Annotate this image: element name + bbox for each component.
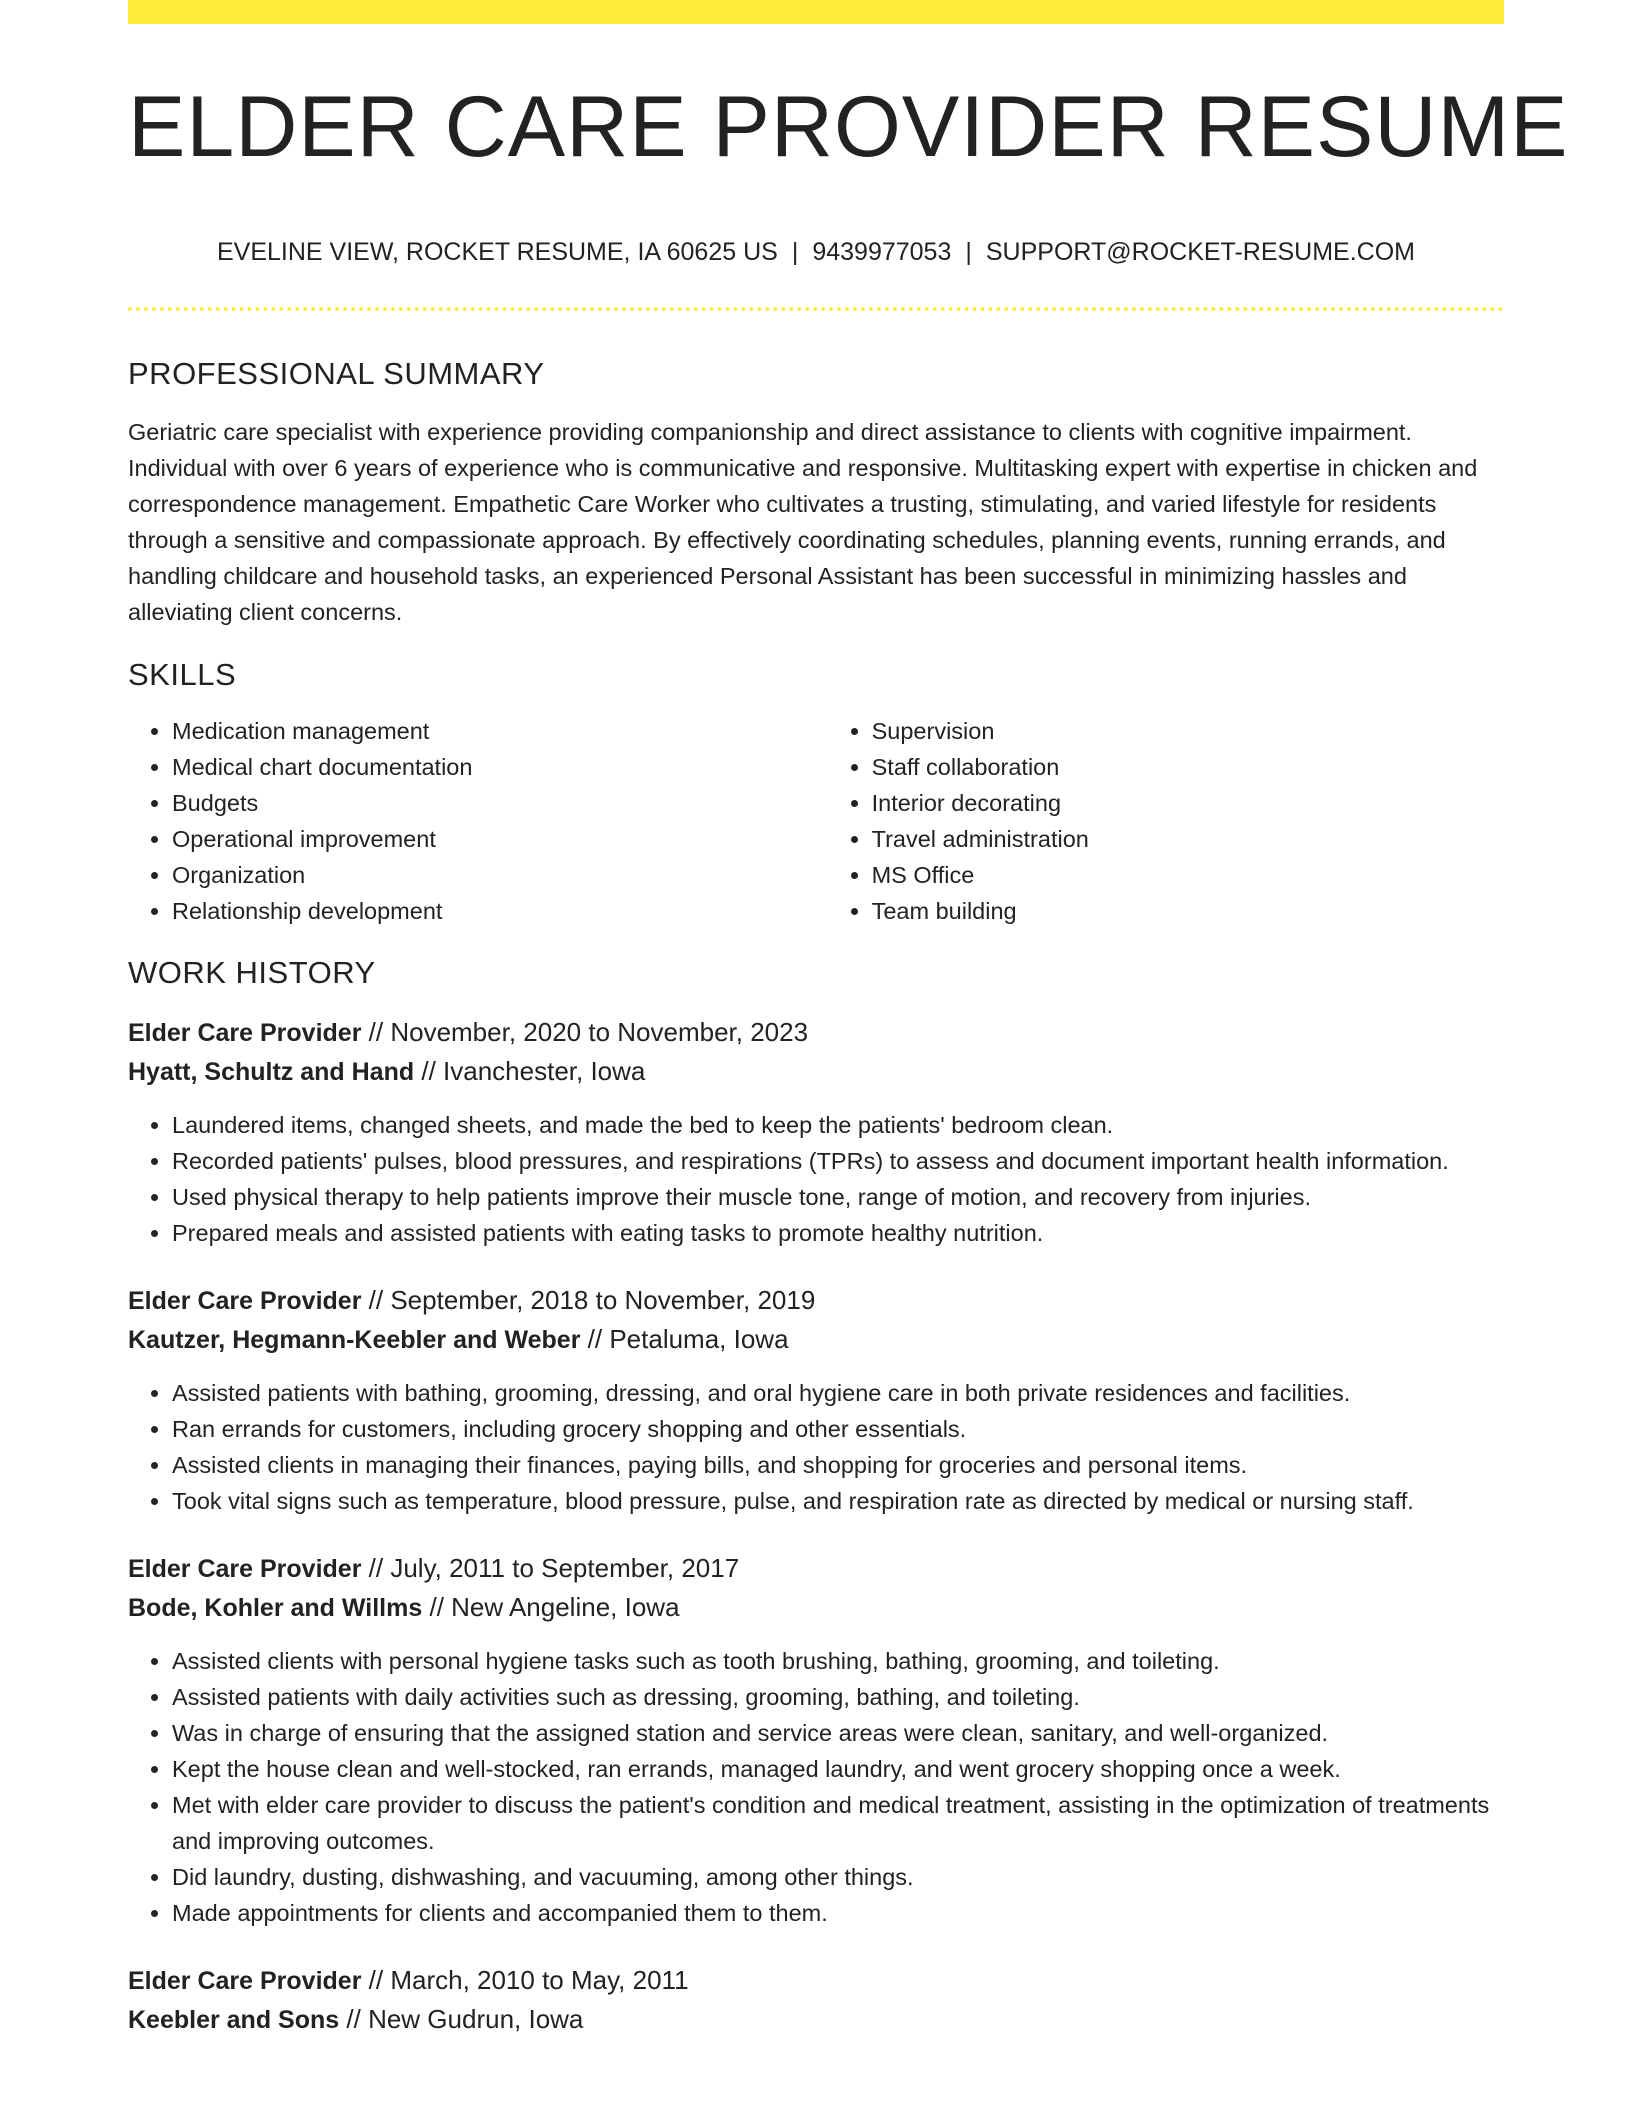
- resume-content: [128, 354, 1504, 2039]
- job-company-line: [128, 1588, 1504, 1627]
- job-bullet: • Assisted clients with personal hygiene tasks such as tooth brushing, bathing, grooming, and toileting.: [172, 1643, 1504, 1679]
- job-company-line: [128, 2000, 1504, 2039]
- job-entry: [128, 1961, 1504, 2039]
- skills-column-left: [128, 713, 828, 929]
- job-title: Elder Care Provider: [128, 1967, 362, 1995]
- skills-heading: SKILLS: [128, 657, 237, 692]
- contact-separator: |: [965, 238, 972, 266]
- job-entry: [128, 1013, 1504, 1251]
- summary-heading: PROFESSIONAL SUMMARY: [128, 356, 545, 391]
- job-bullet: • Used physical therapy to help patients improve their muscle tone, range of motion, and recovery from injuries.: [172, 1179, 1504, 1215]
- job-company-line: [128, 1320, 1504, 1359]
- skill-item: • Organization: [172, 857, 828, 893]
- contact-separator: |: [791, 238, 799, 266]
- skills-list: [128, 713, 1504, 929]
- job-bullet: • Assisted patients with daily activities such as dressing, grooming, bathing, and toileting.: [172, 1679, 1504, 1715]
- job-company: Hyatt, Schultz and Hand: [128, 1058, 415, 1086]
- job-title: Elder Care Provider: [128, 1019, 362, 1047]
- job-bullet: • Did laundry, dusting, dishwashing, and vacuuming, among other things.: [172, 1859, 1504, 1895]
- job-dates: // July, 2011 to September, 2017: [361, 1553, 740, 1583]
- job-bullet: • Recorded patients' pulses, blood pressures, and respirations (TPRs) to assess and document important health information.: [172, 1143, 1504, 1179]
- job-bullet: • Met with elder care provider to discuss the patient's condition and medical treatment, assisting in the optimization of treatments and improving outcomes.: [172, 1787, 1504, 1859]
- job-location: // New Gudrun, Iowa: [339, 2004, 584, 2034]
- address: EVELINE VIEW, ROCKET RESUME, IA 60625 US: [216, 238, 778, 266]
- summary-text: Geriatric care specialist with experience providing companionship and direct assistance to clients with cognitive impairment. Individual with over 6 years of experience who is communicative and responsive. Multitasking expert with expertise in chicken and correspondence management. Empathetic Care Worker who cultivates a trusting, stimulating, and varied lifestyle for residents through a sensitive and compassionate approach. By effectively coordinating schedules, planning events, running errands, and handling childcare and household tasks, an experienced Personal Assistant has been successful in minimizing hassles and alleviating client concerns.: [128, 419, 1478, 625]
- skill-item: • Relationship development: [172, 893, 828, 929]
- skill-item: • MS Office: [872, 857, 1504, 893]
- skill-item: • Interior decorating: [872, 785, 1504, 821]
- job-bullets: [128, 1107, 1504, 1251]
- job-bullet: • Was in charge of ensuring that the assigned station and service areas were clean, sanitary, and well-organized.: [172, 1715, 1504, 1751]
- job-company: Keebler and Sons: [128, 2006, 340, 2034]
- job-entry: [128, 1281, 1504, 1519]
- job-dates: // March, 2010 to May, 2011: [361, 1965, 689, 1995]
- job-bullets: [128, 1375, 1504, 1519]
- accent-bar: [128, 0, 1504, 24]
- skill-item: • Team building: [872, 893, 1504, 929]
- job-dates: // November, 2020 to November, 2023: [361, 1017, 809, 1047]
- job-entry: [128, 1549, 1504, 1931]
- job-bullet: • Assisted clients in managing their finances, paying bills, and shopping for groceries and personal items.: [172, 1447, 1504, 1483]
- job-location: // Petaluma, Iowa: [580, 1324, 789, 1354]
- email: SUPPORT@ROCKET-RESUME.COM: [985, 238, 1416, 266]
- skill-item: • Medical chart documentation: [172, 749, 828, 785]
- job-bullet: • Prepared meals and assisted patients with eating tasks to promote healthy nutrition.: [172, 1215, 1504, 1251]
- job-bullet: • Kept the house clean and well-stocked, ran errands, managed laundry, and went grocery shopping once a week.: [172, 1751, 1504, 1787]
- job-company-line: [128, 1052, 1504, 1091]
- job-title-line: [128, 1281, 1504, 1320]
- skill-item: • Travel administration: [872, 821, 1504, 857]
- job-dates: // September, 2018 to November, 2019: [361, 1285, 816, 1315]
- job-location: // New Angeline, Iowa: [422, 1592, 680, 1622]
- dotted-divider: [128, 307, 1504, 311]
- phone: 9439977053: [812, 238, 952, 266]
- job-title-line: [128, 1013, 1504, 1052]
- job-bullets: [128, 1643, 1504, 1931]
- skill-item: • Budgets: [172, 785, 828, 821]
- job-bullet: • Made appointments for clients and accompanied them to them.: [172, 1895, 1504, 1931]
- page-title: ELDER CARE PROVIDER RESUME: [128, 79, 1569, 175]
- skill-item: • Medication management: [172, 713, 828, 749]
- job-company: Kautzer, Hegmann-Keebler and Weber: [128, 1326, 581, 1354]
- skill-item: • Supervision: [872, 713, 1504, 749]
- job-company: Bode, Kohler and Willms: [128, 1594, 423, 1622]
- job-bullet: • Took vital signs such as temperature, blood pressure, pulse, and respiration rate as directed by medical or nursing staff.: [172, 1483, 1504, 1519]
- job-bullet: • Ran errands for customers, including grocery shopping and other essentials.: [172, 1411, 1504, 1447]
- contact-line: [128, 238, 1504, 267]
- job-title-line: [128, 1961, 1504, 2000]
- job-title: Elder Care Provider: [128, 1287, 362, 1315]
- job-bullet: • Laundered items, changed sheets, and made the bed to keep the patients' bedroom clean.: [172, 1107, 1504, 1143]
- work-history-heading: WORK HISTORY: [128, 955, 376, 990]
- skill-item: • Staff collaboration: [872, 749, 1504, 785]
- job-location: // Ivanchester, Iowa: [414, 1056, 646, 1086]
- skills-column-right: [828, 713, 1504, 929]
- job-title: Elder Care Provider: [128, 1555, 362, 1583]
- job-title-line: [128, 1549, 1504, 1588]
- job-bullet: • Assisted patients with bathing, grooming, dressing, and oral hygiene care in both private residences and facilities.: [172, 1375, 1504, 1411]
- skill-item: • Operational improvement: [172, 821, 828, 857]
